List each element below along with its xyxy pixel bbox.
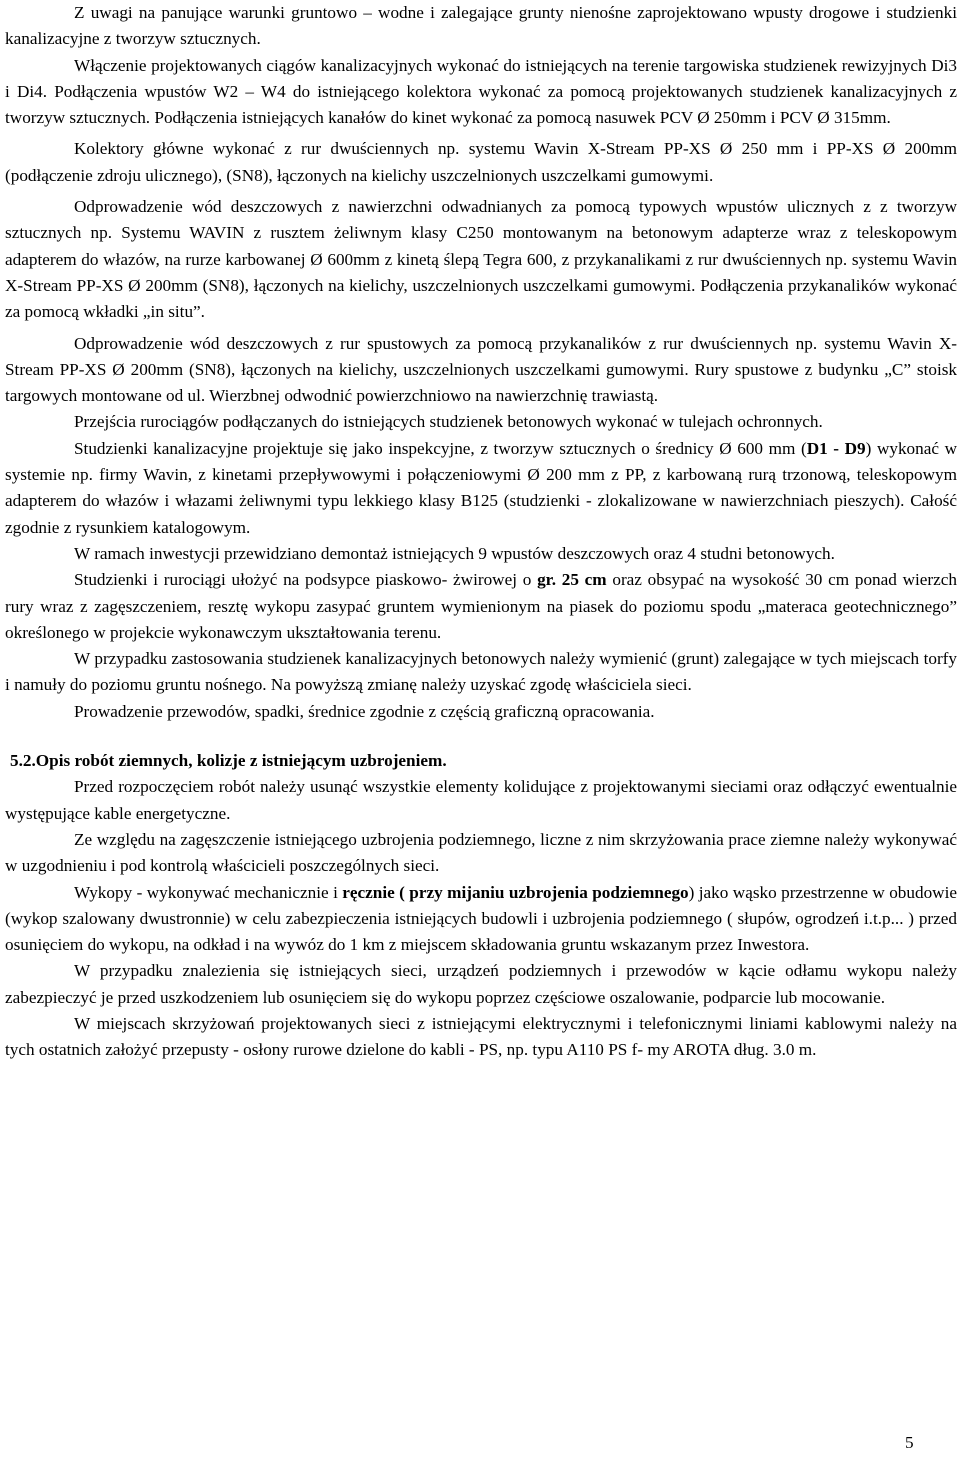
paragraph: [5, 136, 957, 189]
text-run: W ramach inwestycji przewidziano demontaż istniejących 9 wpustów deszczowych oraz 4 studni betonowych.: [74, 543, 835, 563]
paragraph: [5, 958, 957, 1011]
paragraph: [5, 331, 957, 410]
section-heading: 5.2.Opis robót ziemnych, kolizje z istniejącym uzbrojeniem.: [10, 751, 447, 771]
body-paragraphs: [5, 0, 957, 725]
bold-text-run: D1 - D9: [806, 438, 866, 458]
bold-text-run: ręcznie ( przy mijaniu uzbrojenia podziemnego: [342, 882, 689, 902]
text-run: W przypadku znalezienia się istniejących sieci, urządzeń podziemnych i przewodów w kącie odłamu wykopu należy zabezpieczyć je przed uszkodzeniem lub osunięciem się do wykopu poprzez częściowe oszalowanie, podparcie lub mocowanie.: [5, 961, 957, 1007]
paragraph: [5, 880, 957, 959]
text-run: Wykopy - wykonywać mechanicznie i: [74, 882, 343, 902]
paragraph: [5, 0, 957, 53]
paragraph: [5, 827, 957, 880]
text-run: Włączenie projektowanych ciągów kanalizacyjnych wykonać do istniejących na terenie targowiska studzienek rewizyjnych Di3 i Di4. Podłączenia wpustów W2 – W4 do istniejącego kolektora wykonać za pomocą projektowanych studzienek kanalizacyjnych z tworzyw sztucznych. Podłączenia istniejących kanałów do kinet wykonać za pomocą nasuwek PCV Ø 250mm i PCV Ø 315mm.: [5, 55, 957, 128]
text-run: Odprowadzenie wód deszczowych z rur spustowych za pomocą przykanalików z rur dwuściennych np. systemu Wavin X-Stream PP-XS Ø 200mm (SN8), łączonych na kielichy, uszczelnionych uszczelkami gumowymi. Rury spustowe z budynku „C” stoisk targowych montowane od ul. Wierzbnej odwodnić powierzchniowo na nawierzchnię trawiastą.: [5, 333, 957, 406]
text-run: Studzienki kanalizacyjne projektuje się jako inspekcyjne, z tworzyw sztucznych o średnicy Ø 600 mm (: [74, 438, 807, 458]
paragraph: [5, 1011, 957, 1064]
text-run: Kolektory główne wykonać z rur dwuściennych np. systemu Wavin X-Stream PP-XS Ø 250 mm i PP-XS Ø 200mm (podłączenie zdroju ulicznego), (SN8), łączonych na kielichy uszczelnionych uszczelkami gumowymi.: [5, 139, 957, 185]
bold-text-run: gr. 25 cm: [537, 570, 607, 590]
text-run: Prowadzenie przewodów, spadki, średnice zgodnie z częścią graficzną opracowania.: [74, 701, 655, 721]
document-page: [5, 0, 957, 1064]
paragraph: [5, 699, 957, 725]
paragraph: [5, 646, 957, 699]
page-number: 5: [905, 1433, 914, 1452]
paragraph: [5, 567, 957, 646]
paragraph: [5, 194, 957, 325]
paragraph: [5, 436, 957, 541]
text-run: ) wykonać w systemie np. firmy Wavin, z kinetami przepływowymi i połączeniowymi Ø 200 mm z PP, z karbowaną rurą trzonową, teleskopowym adapterem do włazów i włazami żeliwnymi typu lekkiego klasy B125 (studzienki - zlokalizowane w nawierzchniach pieszych). Całość zgodnie z rysunkiem katalogowym.: [5, 438, 957, 537]
paragraph: [5, 774, 957, 827]
text-run: Przejścia rurociągów podłączanych do istniejących studzienek betonowych wykonać w tulejach ochronnych.: [74, 412, 823, 432]
text-run: oraz obsypać na wysokość 30 cm ponad wierzch rury wraz z zagęszczeniem, resztę wykopu zasypać gruntem wymienionym na piasek do poziomu spodu „materaca geotechnicznego” określonego w projekcie wykonawczym ukształtowania terenu.: [5, 570, 957, 642]
section-paragraphs: [5, 774, 957, 1063]
text-run: W przypadku zastosowania studzienek kanalizacyjnych betonowych należy wymienić (grunt) zalegające w tych miejscach torfy i namuły do poziomu gruntu nośnego. Na powyższą zmianę należy uzyskać zgodę właściciela sieci.: [5, 649, 957, 695]
text-run: ) jako wąsko przestrzenne w obudowie (wykop szalowany dwustronnie) w celu zabezpieczenia istniejących budowli i uzbrojenia podziemnego ( słupów, ogrodzeń i.t.p... ) przed osunięciem do wykopu, na odkład i na wywóz do 1 km z miejscem składowania gruntu wskazanym przez Inwestora.: [5, 882, 957, 955]
paragraph: [5, 541, 957, 567]
text-run: Ze względu na zagęszczenie istniejącego uzbrojenia podziemnego, liczne z nim skrzyżowania prace ziemne należy wykonywać w uzgodnieniu i pod kontrolą właścicieli poszczególnych sieci.: [5, 829, 957, 876]
text-run: W miejscach skrzyżowań projektowanych sieci z istniejącymi elektrycznymi i telefonicznymi liniami kablowymi należy na tych ostatnich założyć przepusty - osłony rurowe dzielone do kabli - PS, np. typu A110 PS f- my AROTA dług. 3.0 m.: [5, 1013, 957, 1060]
paragraph: [5, 53, 957, 132]
text-run: Przed rozpoczęciem robót należy usunąć wszystkie elementy kolidujące z projektowanymi sieciami oraz odłączyć ewentualnie występujące kable energetyczne.: [5, 777, 957, 823]
text-run: Odprowadzenie wód deszczowych z nawierzchni odwadnianych za pomocą typowych wpustów ulicznych z z tworzyw sztucznych np. Systemu WAVIN z rusztem żeliwnym klasy C250 montowanym na betonowym adapterze wraz z teleskopowym adapterem do włazów, na rurze karbowanej Ø 600mm z kinetą ślepą Tegra 600, z przykanalikami z rur dwuściennych np. systemu Wavin X-Stream PP-XS Ø 200mm (SN8), łączonych na kielichy, uszczelnionych uszczelkami gumowymi. Podłączenia przykanalików wykonać za pomocą wkładki „in situ”.: [5, 197, 957, 322]
paragraph: [5, 409, 957, 435]
text-run: Studzienki i rurociągi ułożyć na podsypce piaskowo- żwirowej o: [74, 570, 538, 590]
text-run: Z uwagi na panujące warunki gruntowo – wodne i zalegające grunty nienośne zaprojektowano wpusty drogowe i studzienki kanalizacyjne z tworzyw sztucznych.: [5, 3, 957, 49]
